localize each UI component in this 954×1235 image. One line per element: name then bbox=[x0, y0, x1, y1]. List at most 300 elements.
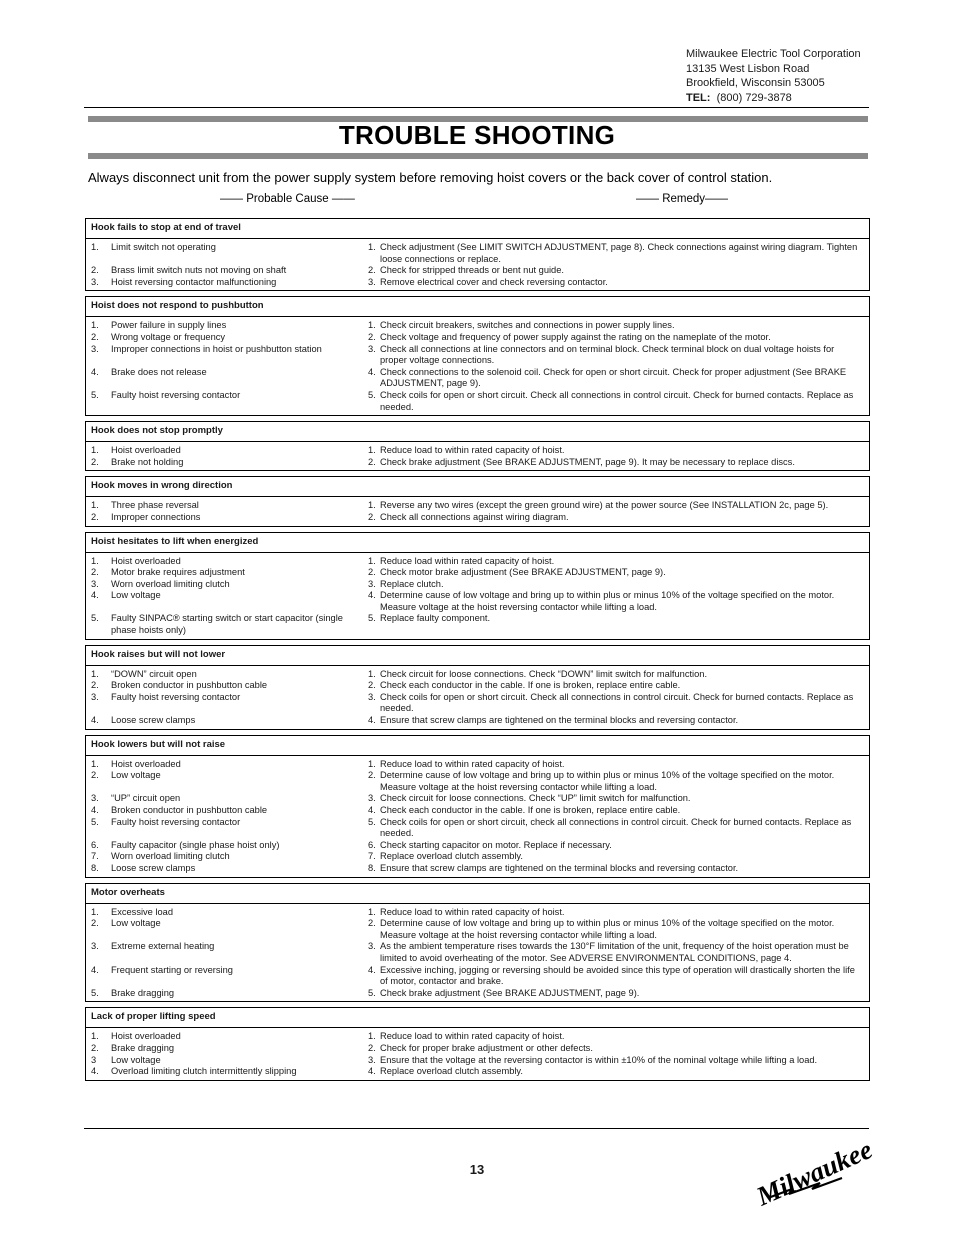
remedy-cell bbox=[368, 805, 864, 817]
section-body bbox=[86, 666, 869, 729]
section-heading: Hook does not stop promptly bbox=[86, 422, 869, 442]
remedy-text: Reduce load within rated capacity of hoist. bbox=[380, 555, 555, 566]
remedy-text: Determine cause of low voltage and bring up to within plus or minus 10% of the voltage specified on the motor. Measure voltage at the hoist reversing contactor while lifting a load. bbox=[380, 770, 835, 792]
cause-cell bbox=[91, 320, 368, 332]
remedy-number: 2. bbox=[368, 1042, 376, 1053]
remedy-number: 3. bbox=[368, 691, 376, 702]
cause-text: Power failure in supply lines bbox=[111, 320, 227, 331]
cause-text: Improper connections in hoist or pushbutton station bbox=[111, 343, 322, 354]
cause-number: 2. bbox=[91, 567, 99, 578]
cause-cell bbox=[91, 918, 368, 941]
table-row bbox=[91, 512, 864, 524]
table-row bbox=[91, 320, 864, 332]
cause-cell bbox=[91, 840, 368, 852]
cause-text: Faulty hoist reversing contactor bbox=[111, 816, 241, 827]
remedy-number: 8. bbox=[368, 862, 376, 873]
remedy-cell bbox=[368, 793, 864, 805]
remedy-cell bbox=[368, 242, 864, 265]
probable-cause-header: —— Probable Cause —— bbox=[220, 193, 355, 205]
remedy-text: Check adjustment (See LIMIT SWITCH ADJUSTMENT, page 8). Check connections against wiring diagram. Tighten loose connections or replace. bbox=[380, 242, 858, 264]
remedy-number: 3. bbox=[368, 1054, 376, 1065]
cause-text: Low voltage bbox=[111, 918, 161, 929]
cause-number: 1. bbox=[91, 555, 99, 566]
cause-text: Wrong voltage or frequency bbox=[111, 331, 226, 342]
remedy-number: 1. bbox=[368, 500, 376, 511]
remedy-text: Check motor brake adjustment (See BRAKE ADJUSTMENT, page 9). bbox=[380, 567, 666, 578]
remedy-cell bbox=[368, 840, 864, 852]
table-row bbox=[91, 1031, 864, 1043]
remedy-cell bbox=[368, 770, 864, 793]
remedy-text: Check all connections against wiring diagram. bbox=[380, 511, 569, 522]
remedy-number: 1. bbox=[368, 320, 376, 331]
remedy-text: Replace faulty component. bbox=[380, 613, 491, 624]
remedy-number: 1. bbox=[368, 242, 376, 252]
remedy-cell bbox=[368, 367, 864, 390]
remedy-cell bbox=[368, 965, 864, 988]
table-row bbox=[91, 817, 864, 840]
table-row bbox=[91, 680, 864, 692]
trouble-section bbox=[85, 532, 870, 640]
remedy-text: Determine cause of low voltage and bring up to within plus or minus 10% of the voltage specified on the motor. Measure voltage at the hoist reversing contactor while lifting a load. bbox=[380, 590, 835, 612]
cause-number: 1. bbox=[91, 1031, 99, 1042]
table-row bbox=[91, 390, 864, 413]
section-heading: Hook lowers but will not raise bbox=[86, 736, 869, 756]
remedy-number: 5. bbox=[368, 613, 376, 624]
remedy-cell bbox=[368, 344, 864, 367]
remedy-cell bbox=[368, 1043, 864, 1055]
remedy-text: Excessive inching, jogging or reversing should be avoided since this type of operation will drastically shorten the life of motor, contactor and brake. bbox=[380, 964, 855, 987]
remedy-number: 2. bbox=[368, 265, 376, 276]
milwaukee-logo bbox=[746, 1134, 877, 1212]
cause-text: Loose screw clamps bbox=[111, 715, 196, 726]
table-row bbox=[91, 1043, 864, 1055]
table-row bbox=[91, 851, 864, 863]
table-row bbox=[91, 770, 864, 793]
cause-number: 1. bbox=[91, 242, 99, 252]
section-heading: Lack of proper lifting speed bbox=[86, 1008, 869, 1028]
trouble-section bbox=[85, 735, 870, 878]
remedy-cell bbox=[368, 941, 864, 964]
remedy-number: 1. bbox=[368, 1031, 376, 1042]
remedy-cell bbox=[368, 669, 864, 681]
remedy-cell bbox=[368, 1066, 864, 1078]
remedy-number: 5. bbox=[368, 987, 376, 998]
table-row bbox=[91, 793, 864, 805]
cause-text: Hoist reversing contactor malfunctioning bbox=[111, 276, 277, 287]
cause-text: Faulty hoist reversing contactor bbox=[111, 389, 241, 400]
cause-cell bbox=[91, 907, 368, 919]
remedy-text: Determine cause of low voltage and bring up to within plus or minus 10% of the voltage specified on the motor. Measure voltage at the hoist reversing contactor while lifting a load. bbox=[380, 918, 835, 940]
remedy-number: 5. bbox=[368, 389, 376, 400]
remedy-header: —— Remedy—— bbox=[636, 193, 729, 205]
remedy-text: Ensure that screw clamps are tightened on the terminal blocks and reversing contactor. bbox=[380, 862, 739, 873]
section-body bbox=[86, 1028, 869, 1079]
remedy-cell bbox=[368, 613, 864, 636]
cause-number: 1. bbox=[91, 906, 99, 917]
remedy-number: 5. bbox=[368, 816, 376, 827]
remedy-text: Replace clutch. bbox=[380, 578, 444, 589]
remedy-number: 6. bbox=[368, 839, 376, 850]
cause-number: 2. bbox=[91, 331, 99, 342]
cause-text: Faulty capacitor (single phase hoist only) bbox=[111, 839, 280, 850]
remedy-text: Check brake adjustment (See BRAKE ADJUSTMENT, page 9). It may be necessary to replace discs. bbox=[380, 456, 795, 467]
logo-wordmark: Milwaukee bbox=[752, 1134, 877, 1212]
remedy-cell bbox=[368, 265, 864, 277]
cause-text: Extreme external heating bbox=[111, 941, 215, 952]
table-row bbox=[91, 344, 864, 367]
tel-label: TEL: bbox=[686, 91, 711, 104]
cause-number: 4. bbox=[91, 590, 99, 601]
table-row bbox=[91, 265, 864, 277]
remedy-cell bbox=[368, 851, 864, 863]
remedy-number: 3. bbox=[368, 343, 376, 354]
title-band-bottom bbox=[88, 153, 868, 159]
remedy-text: Check for stripped threads or bent nut guide. bbox=[380, 265, 564, 276]
remedy-number: 2. bbox=[368, 770, 376, 781]
cause-number: 4. bbox=[91, 805, 99, 815]
table-row bbox=[91, 556, 864, 568]
table-row bbox=[91, 759, 864, 771]
table-row bbox=[91, 457, 864, 469]
cause-text: Low voltage bbox=[111, 770, 161, 781]
cause-number: 8. bbox=[91, 862, 99, 873]
cause-number: 2. bbox=[91, 680, 99, 691]
table-row bbox=[91, 669, 864, 681]
section-heading: Hoist hesitates to lift when energized bbox=[86, 533, 869, 553]
page-number: 13 bbox=[469, 1162, 485, 1177]
table-row bbox=[91, 715, 864, 727]
cause-text: Low voltage bbox=[111, 590, 161, 601]
remedy-text: Check coils for open or short circuit. Check all connections in control circuit. Check for burned contacts. Replace as needed. bbox=[380, 389, 854, 412]
cause-cell bbox=[91, 759, 368, 771]
section-body bbox=[86, 317, 869, 415]
table-row bbox=[91, 692, 864, 715]
remedy-text: Check coils for open or short circuit, check all connections in control circuit. Check for burned contacts. Replace as needed. bbox=[380, 816, 852, 839]
remedy-number: 2. bbox=[368, 511, 376, 522]
cause-cell bbox=[91, 817, 368, 840]
cause-number: 5. bbox=[91, 987, 99, 998]
cause-number: 3. bbox=[91, 578, 99, 589]
remedy-number: 2. bbox=[368, 456, 376, 467]
remedy-text: Check circuit breakers, switches and connections in power supply lines. bbox=[380, 320, 675, 331]
table-row bbox=[91, 367, 864, 390]
cause-number: 4. bbox=[91, 964, 99, 975]
remedy-number: 1. bbox=[368, 555, 376, 566]
cause-number: 3. bbox=[91, 276, 99, 287]
cause-text: Broken conductor in pushbutton cable bbox=[111, 805, 268, 815]
cause-cell bbox=[91, 669, 368, 681]
cause-cell bbox=[91, 805, 368, 817]
section-heading: Hoist does not respond to pushbutton bbox=[86, 297, 869, 317]
table-row bbox=[91, 242, 864, 265]
remedy-number: 3. bbox=[368, 578, 376, 589]
cause-text: Brake dragging bbox=[111, 1042, 175, 1053]
cause-number: 4. bbox=[91, 1066, 99, 1077]
trouble-section bbox=[85, 1007, 870, 1080]
remedy-cell bbox=[368, 556, 864, 568]
company-name: Milwaukee Electric Tool Corporation bbox=[686, 48, 861, 60]
cause-cell bbox=[91, 793, 368, 805]
cause-text: Brake does not release bbox=[111, 366, 207, 377]
cause-number: 5. bbox=[91, 613, 99, 624]
tel-number: (800) 729-3878 bbox=[716, 91, 792, 104]
cause-number: 1. bbox=[91, 445, 99, 456]
remedy-cell bbox=[368, 445, 864, 457]
table-row bbox=[91, 988, 864, 1000]
remedy-cell bbox=[368, 277, 864, 289]
cause-number: 4. bbox=[91, 366, 99, 377]
cause-text: Hoist overloaded bbox=[111, 445, 181, 456]
company-phone bbox=[686, 91, 861, 106]
cause-number: 2. bbox=[91, 770, 99, 781]
cause-cell bbox=[91, 613, 368, 636]
cause-text: Faulty SINPAC® starting switch or start capacitor (single phase hoists only) bbox=[111, 613, 343, 636]
remedy-cell bbox=[368, 1055, 864, 1067]
section-heading: Motor overheats bbox=[86, 884, 869, 904]
cause-cell bbox=[91, 941, 368, 964]
cause-cell bbox=[91, 579, 368, 591]
bottom-divider bbox=[84, 1128, 869, 1129]
table-row bbox=[91, 445, 864, 457]
table-row bbox=[91, 590, 864, 613]
cause-text: Faulty hoist reversing contactor bbox=[111, 691, 241, 702]
remedy-number: 1. bbox=[368, 758, 376, 769]
cause-cell bbox=[91, 332, 368, 344]
table-row bbox=[91, 965, 864, 988]
remedy-number: 1. bbox=[368, 445, 376, 456]
section-body bbox=[86, 904, 869, 1002]
remedy-text: Check voltage and frequency of power supply against the rating on the nameplate of the motor. bbox=[380, 331, 771, 342]
cause-text: Limit switch not operating bbox=[111, 242, 216, 252]
cause-number: 3. bbox=[91, 691, 99, 702]
remedy-text: Reduce load to within rated capacity of hoist. bbox=[380, 445, 565, 456]
troubleshooting-sections bbox=[85, 218, 870, 1086]
remedy-cell bbox=[368, 715, 864, 727]
remedy-cell bbox=[368, 320, 864, 332]
company-street: 13135 West Lisbon Road bbox=[686, 62, 810, 75]
cause-text: Hoist overloaded bbox=[111, 555, 181, 566]
cause-text: Worn overload limiting clutch bbox=[111, 578, 230, 589]
cause-cell bbox=[91, 1055, 368, 1067]
remedy-cell bbox=[368, 759, 864, 771]
company-address bbox=[686, 47, 861, 105]
remedy-text: Reduce load to within rated capacity of hoist. bbox=[380, 906, 565, 917]
cause-number: 2. bbox=[91, 456, 99, 467]
cause-text: Frequent starting or reversing bbox=[111, 964, 233, 975]
cause-number: 4. bbox=[91, 715, 99, 726]
remedy-text: Check connections to the solenoid coil. Check for open or short circuit. Check for proper adjustment (See BRAKE ADJUSTMENT, page 9). bbox=[380, 366, 847, 389]
cause-cell bbox=[91, 1066, 368, 1078]
remedy-cell bbox=[368, 692, 864, 715]
remedy-number: 2. bbox=[368, 567, 376, 578]
table-row bbox=[91, 277, 864, 289]
cause-text: Excessive load bbox=[111, 906, 174, 917]
cause-number: 6. bbox=[91, 839, 99, 850]
remedy-text: Check starting capacitor on motor. Replace if necessary. bbox=[380, 839, 612, 850]
table-row bbox=[91, 1066, 864, 1078]
cause-text: Hoist overloaded bbox=[111, 758, 181, 769]
cause-text: Three phase reversal bbox=[111, 500, 199, 511]
cause-number: 7. bbox=[91, 851, 99, 862]
remedy-cell bbox=[368, 590, 864, 613]
remedy-cell bbox=[368, 390, 864, 413]
cause-number: 1. bbox=[91, 668, 99, 679]
remedy-cell bbox=[368, 817, 864, 840]
cause-text: “UP” circuit open bbox=[111, 793, 181, 804]
cause-text: Overload limiting clutch intermittently slipping bbox=[111, 1066, 297, 1077]
cause-cell bbox=[91, 988, 368, 1000]
cause-cell bbox=[91, 680, 368, 692]
remedy-cell bbox=[368, 332, 864, 344]
cause-cell bbox=[91, 242, 368, 265]
table-row bbox=[91, 567, 864, 579]
cause-number: 2. bbox=[91, 511, 99, 522]
cause-text: Worn overload limiting clutch bbox=[111, 851, 230, 862]
remedy-text: Check all connections at line connectors and on terminal block. Check terminal block on dual voltage hoists for proper voltage connections. bbox=[380, 343, 835, 366]
cause-text: Hoist overloaded bbox=[111, 1031, 181, 1042]
table-row bbox=[91, 805, 864, 817]
cause-cell bbox=[91, 344, 368, 367]
remedy-text: Remove electrical cover and check reversing contactor. bbox=[380, 276, 608, 287]
cause-cell bbox=[91, 390, 368, 413]
cause-text: “DOWN” circuit open bbox=[111, 668, 197, 679]
cause-number: 5. bbox=[91, 389, 99, 400]
table-row bbox=[91, 1055, 864, 1067]
cause-number: 1. bbox=[91, 758, 99, 769]
remedy-text: Ensure that screw clamps are tightened on the terminal blocks and reversing contactor. bbox=[380, 715, 739, 726]
remedy-cell bbox=[368, 500, 864, 512]
remedy-number: 3. bbox=[368, 793, 376, 804]
remedy-cell bbox=[368, 907, 864, 919]
remedy-text: Check each conductor in the cable. If one is broken, replace entire cable. bbox=[380, 805, 681, 815]
section-body bbox=[86, 553, 869, 639]
cause-number: 3 bbox=[91, 1054, 97, 1065]
section-body bbox=[86, 442, 869, 470]
table-row bbox=[91, 332, 864, 344]
remedy-text: As the ambient temperature rises towards the 130°F limitation of the unit, frequency of the hoist operation must be limited to avoid overheating of the motor. See ADVERSE ENVIRONMENTAL CONDITIONS, page 4. bbox=[380, 941, 849, 963]
remedy-number: 4. bbox=[368, 590, 376, 601]
remedy-number: 2. bbox=[368, 918, 376, 929]
cause-number: 3. bbox=[91, 793, 99, 804]
cause-number: 2. bbox=[91, 265, 99, 276]
remedy-cell bbox=[368, 579, 864, 591]
cause-cell bbox=[91, 457, 368, 469]
cause-cell bbox=[91, 277, 368, 289]
remedy-cell bbox=[368, 680, 864, 692]
table-row bbox=[91, 840, 864, 852]
remedy-number: 4. bbox=[368, 805, 376, 815]
cause-text: Loose screw clamps bbox=[111, 862, 196, 873]
remedy-text: Reverse any two wires (except the green ground wire) at the power source (See INSTALLATION 2c, page 5). bbox=[380, 500, 829, 511]
top-divider bbox=[84, 107, 869, 108]
cause-cell bbox=[91, 863, 368, 875]
cause-number: 2. bbox=[91, 918, 99, 929]
section-heading: Hook fails to stop at end of travel bbox=[86, 219, 869, 239]
remedy-text: Check each conductor in the cable. If one is broken, replace entire cable. bbox=[380, 680, 681, 691]
remedy-text: Check circuit for loose connections. Check “UP” limit switch for malfunction. bbox=[380, 793, 691, 804]
cause-number: 1. bbox=[91, 500, 99, 511]
cause-cell bbox=[91, 556, 368, 568]
remedy-text: Reduce load to within rated capacity of hoist. bbox=[380, 758, 565, 769]
cause-number: 2. bbox=[91, 1042, 99, 1053]
remedy-number: 4. bbox=[368, 964, 376, 975]
table-row bbox=[91, 613, 864, 636]
cause-text: Brass limit switch nuts not moving on shaft bbox=[111, 265, 287, 276]
section-body bbox=[86, 497, 869, 525]
cause-cell bbox=[91, 1031, 368, 1043]
cause-cell bbox=[91, 715, 368, 727]
table-row bbox=[91, 941, 864, 964]
cause-cell bbox=[91, 445, 368, 457]
section-body bbox=[86, 239, 869, 290]
cause-text: Broken conductor in pushbutton cable bbox=[111, 680, 268, 691]
cause-cell bbox=[91, 851, 368, 863]
trouble-section bbox=[85, 476, 870, 526]
remedy-cell bbox=[368, 457, 864, 469]
remedy-number: 4. bbox=[368, 715, 376, 726]
trouble-section bbox=[85, 883, 870, 1003]
remedy-number: 7. bbox=[368, 851, 376, 862]
cause-cell bbox=[91, 367, 368, 390]
remedy-number: 2. bbox=[368, 331, 376, 342]
cause-text: Brake dragging bbox=[111, 987, 175, 998]
section-heading: Hook moves in wrong direction bbox=[86, 477, 869, 497]
intro-warning: Always disconnect unit from the power supply system before removing hoist covers or the back cover of control station. bbox=[88, 170, 773, 185]
cause-cell bbox=[91, 965, 368, 988]
cause-text: Brake not holding bbox=[111, 456, 184, 467]
cause-number: 1. bbox=[91, 320, 99, 331]
remedy-text: Replace overload clutch assembly. bbox=[380, 851, 523, 862]
remedy-number: 4. bbox=[368, 1066, 376, 1077]
cause-number: 3. bbox=[91, 941, 99, 952]
remedy-text: Check coils for open or short circuit. Check all connections in control circuit. Check for burned contacts. Replace as needed. bbox=[380, 691, 854, 714]
remedy-text: Check brake adjustment (See BRAKE ADJUSTMENT, page 9). bbox=[380, 987, 640, 998]
section-body bbox=[86, 756, 869, 877]
remedy-cell bbox=[368, 988, 864, 1000]
table-row bbox=[91, 500, 864, 512]
trouble-section bbox=[85, 645, 870, 730]
remedy-cell bbox=[368, 863, 864, 875]
remedy-cell bbox=[368, 567, 864, 579]
trouble-section bbox=[85, 218, 870, 291]
remedy-number: 3. bbox=[368, 941, 376, 952]
cause-cell bbox=[91, 590, 368, 613]
remedy-cell bbox=[368, 512, 864, 524]
cause-cell bbox=[91, 692, 368, 715]
page-title: TROUBLE SHOOTING bbox=[338, 120, 616, 150]
remedy-number: 2. bbox=[368, 680, 376, 691]
trouble-section bbox=[85, 421, 870, 471]
cause-cell bbox=[91, 512, 368, 524]
remedy-text: Check circuit for loose connections. Check “DOWN” limit switch for malfunction. bbox=[380, 668, 708, 679]
remedy-text: Check for proper brake adjustment or other defects. bbox=[380, 1042, 593, 1053]
table-row bbox=[91, 907, 864, 919]
cause-cell bbox=[91, 770, 368, 793]
cause-cell bbox=[91, 500, 368, 512]
remedy-number: 3. bbox=[368, 276, 376, 287]
remedy-number: 1. bbox=[368, 668, 376, 679]
remedy-number: 4. bbox=[368, 366, 376, 377]
cause-cell bbox=[91, 567, 368, 579]
cause-number: 5. bbox=[91, 816, 99, 827]
remedy-cell bbox=[368, 1031, 864, 1043]
cause-cell bbox=[91, 265, 368, 277]
remedy-text: Reduce load to within rated capacity of hoist. bbox=[380, 1031, 565, 1042]
trouble-section bbox=[85, 296, 870, 416]
company-city: Brookfield, Wisconsin 53005 bbox=[686, 77, 825, 89]
cause-text: Improper connections bbox=[111, 511, 201, 522]
remedy-text: Ensure that the voltage at the reversing contactor is within ±10% of the nominal voltage while lifting a load. bbox=[380, 1054, 818, 1065]
